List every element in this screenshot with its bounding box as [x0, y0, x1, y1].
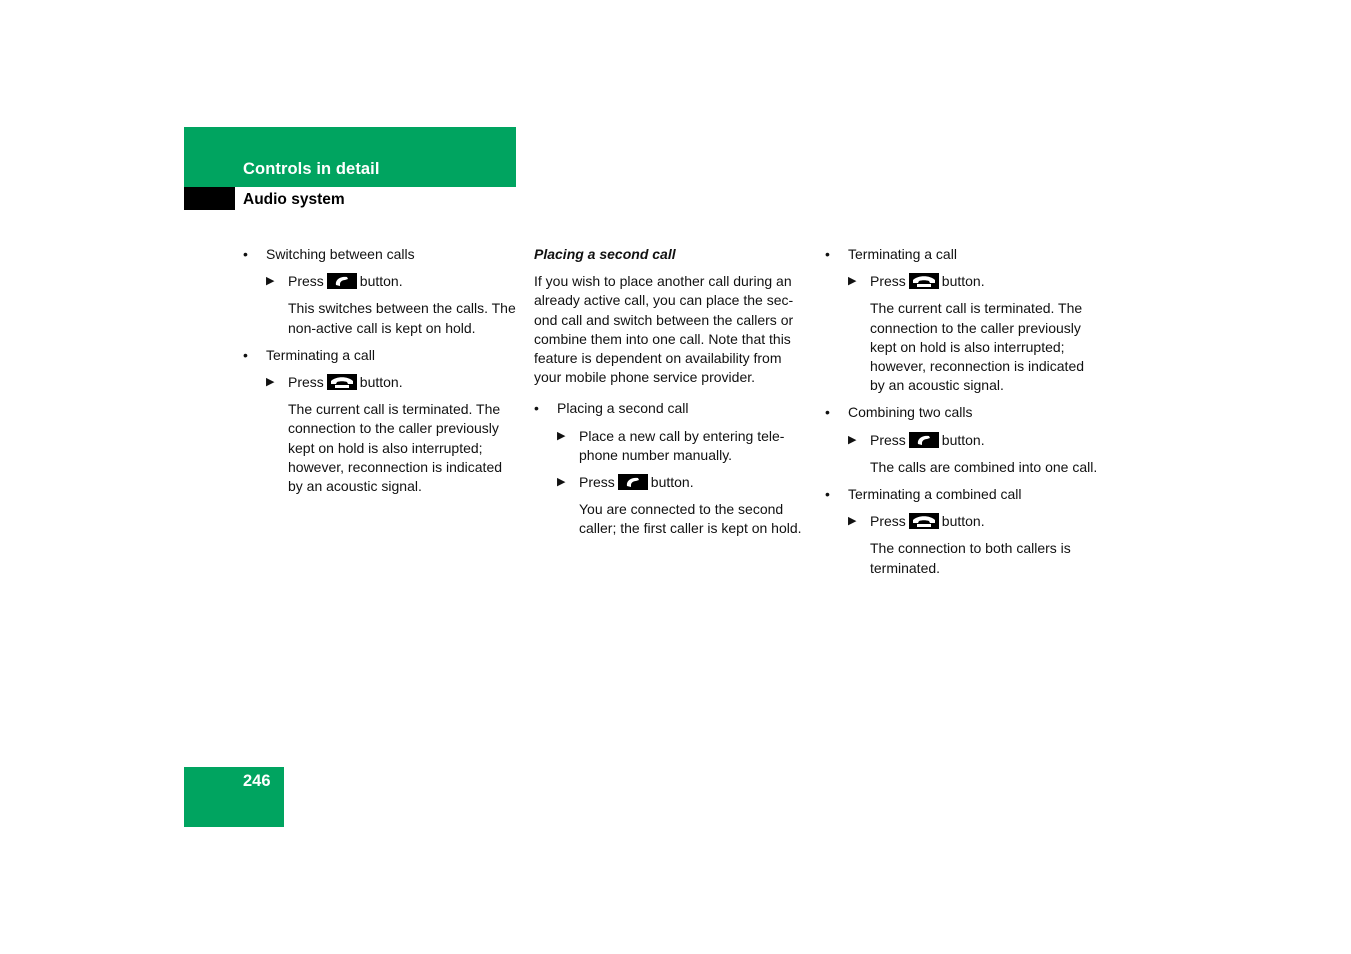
result-text: The current call is terminated. The connection to the caller previously kept on hold is also interrupted; however, reconnection is indicated by an acoustic signal.: [288, 401, 503, 495]
column-2: [534, 245, 806, 547]
bullet-terminating-call: • Terminating a call: [825, 245, 1100, 264]
result-text: The calls are combined into one call.: [870, 458, 1098, 475]
bullet-placing-second-call: • Placing a second call: [534, 399, 806, 418]
column-3: [825, 245, 1100, 586]
header-black-tab: [184, 187, 235, 210]
result-text: You are connected to the second caller; the first caller is kept on hold.: [579, 501, 802, 537]
phone-send-icon: [909, 432, 939, 448]
phone-end-icon: [909, 513, 939, 529]
column-1: [243, 245, 518, 504]
triangle-right-icon: ▶: [266, 275, 275, 288]
subheading-placing-second-call: Placing a second call: [534, 246, 676, 262]
bullet-terminating-call: • Terminating a call: [243, 346, 518, 365]
section-title: Controls in detail: [243, 160, 380, 178]
step-press-send: ▶ Press button.: [243, 272, 518, 291]
subsection-title: Audio system: [243, 191, 345, 208]
result-text: This switches between the calls. The non-active call is kept on hold.: [288, 300, 516, 336]
step-enter-number: ▶ Place a new call by entering tele-phone number manually.: [557, 427, 785, 463]
bullet-switching-calls: • Switching between calls: [243, 245, 518, 264]
phone-send-icon: [618, 474, 648, 490]
phone-send-icon: [327, 273, 357, 289]
triangle-right-icon: ▶: [848, 275, 857, 288]
step-press-send: ▶ Press button.: [825, 431, 1100, 450]
triangle-right-icon: ▶: [557, 476, 566, 489]
result-text: The current call is terminated. The connection to the caller previously kept on hold is also interrupted; however, reconnection is indicated by an acoustic signal.: [870, 300, 1085, 394]
phone-end-icon: [909, 273, 939, 289]
step-press-end: ▶ Press button.: [825, 512, 1100, 531]
bullet-terminating-combined-call: • Terminating a combined call: [825, 485, 1100, 504]
step-press-end: ▶ Press button.: [825, 272, 1100, 291]
triangle-right-icon: ▶: [557, 429, 566, 442]
step-press-send: ▶ Press button.: [534, 473, 806, 492]
triangle-right-icon: ▶: [848, 433, 857, 446]
step-press-end: ▶ Press button.: [243, 373, 518, 392]
bullet-combining-calls: • Combining two calls: [825, 403, 1100, 422]
triangle-right-icon: ▶: [266, 376, 275, 389]
result-text: The connection to both callers is terminated.: [870, 540, 1071, 576]
triangle-right-icon: ▶: [848, 515, 857, 528]
phone-end-icon: [327, 374, 357, 390]
page-number: 246: [243, 772, 271, 790]
intro-paragraph: If you wish to place another call during an already active call, you can place the sec-ond call and switch between the callers or combine them into one call. Note that this feature is dependent on availability from your mobile phone service provider.: [534, 273, 794, 386]
